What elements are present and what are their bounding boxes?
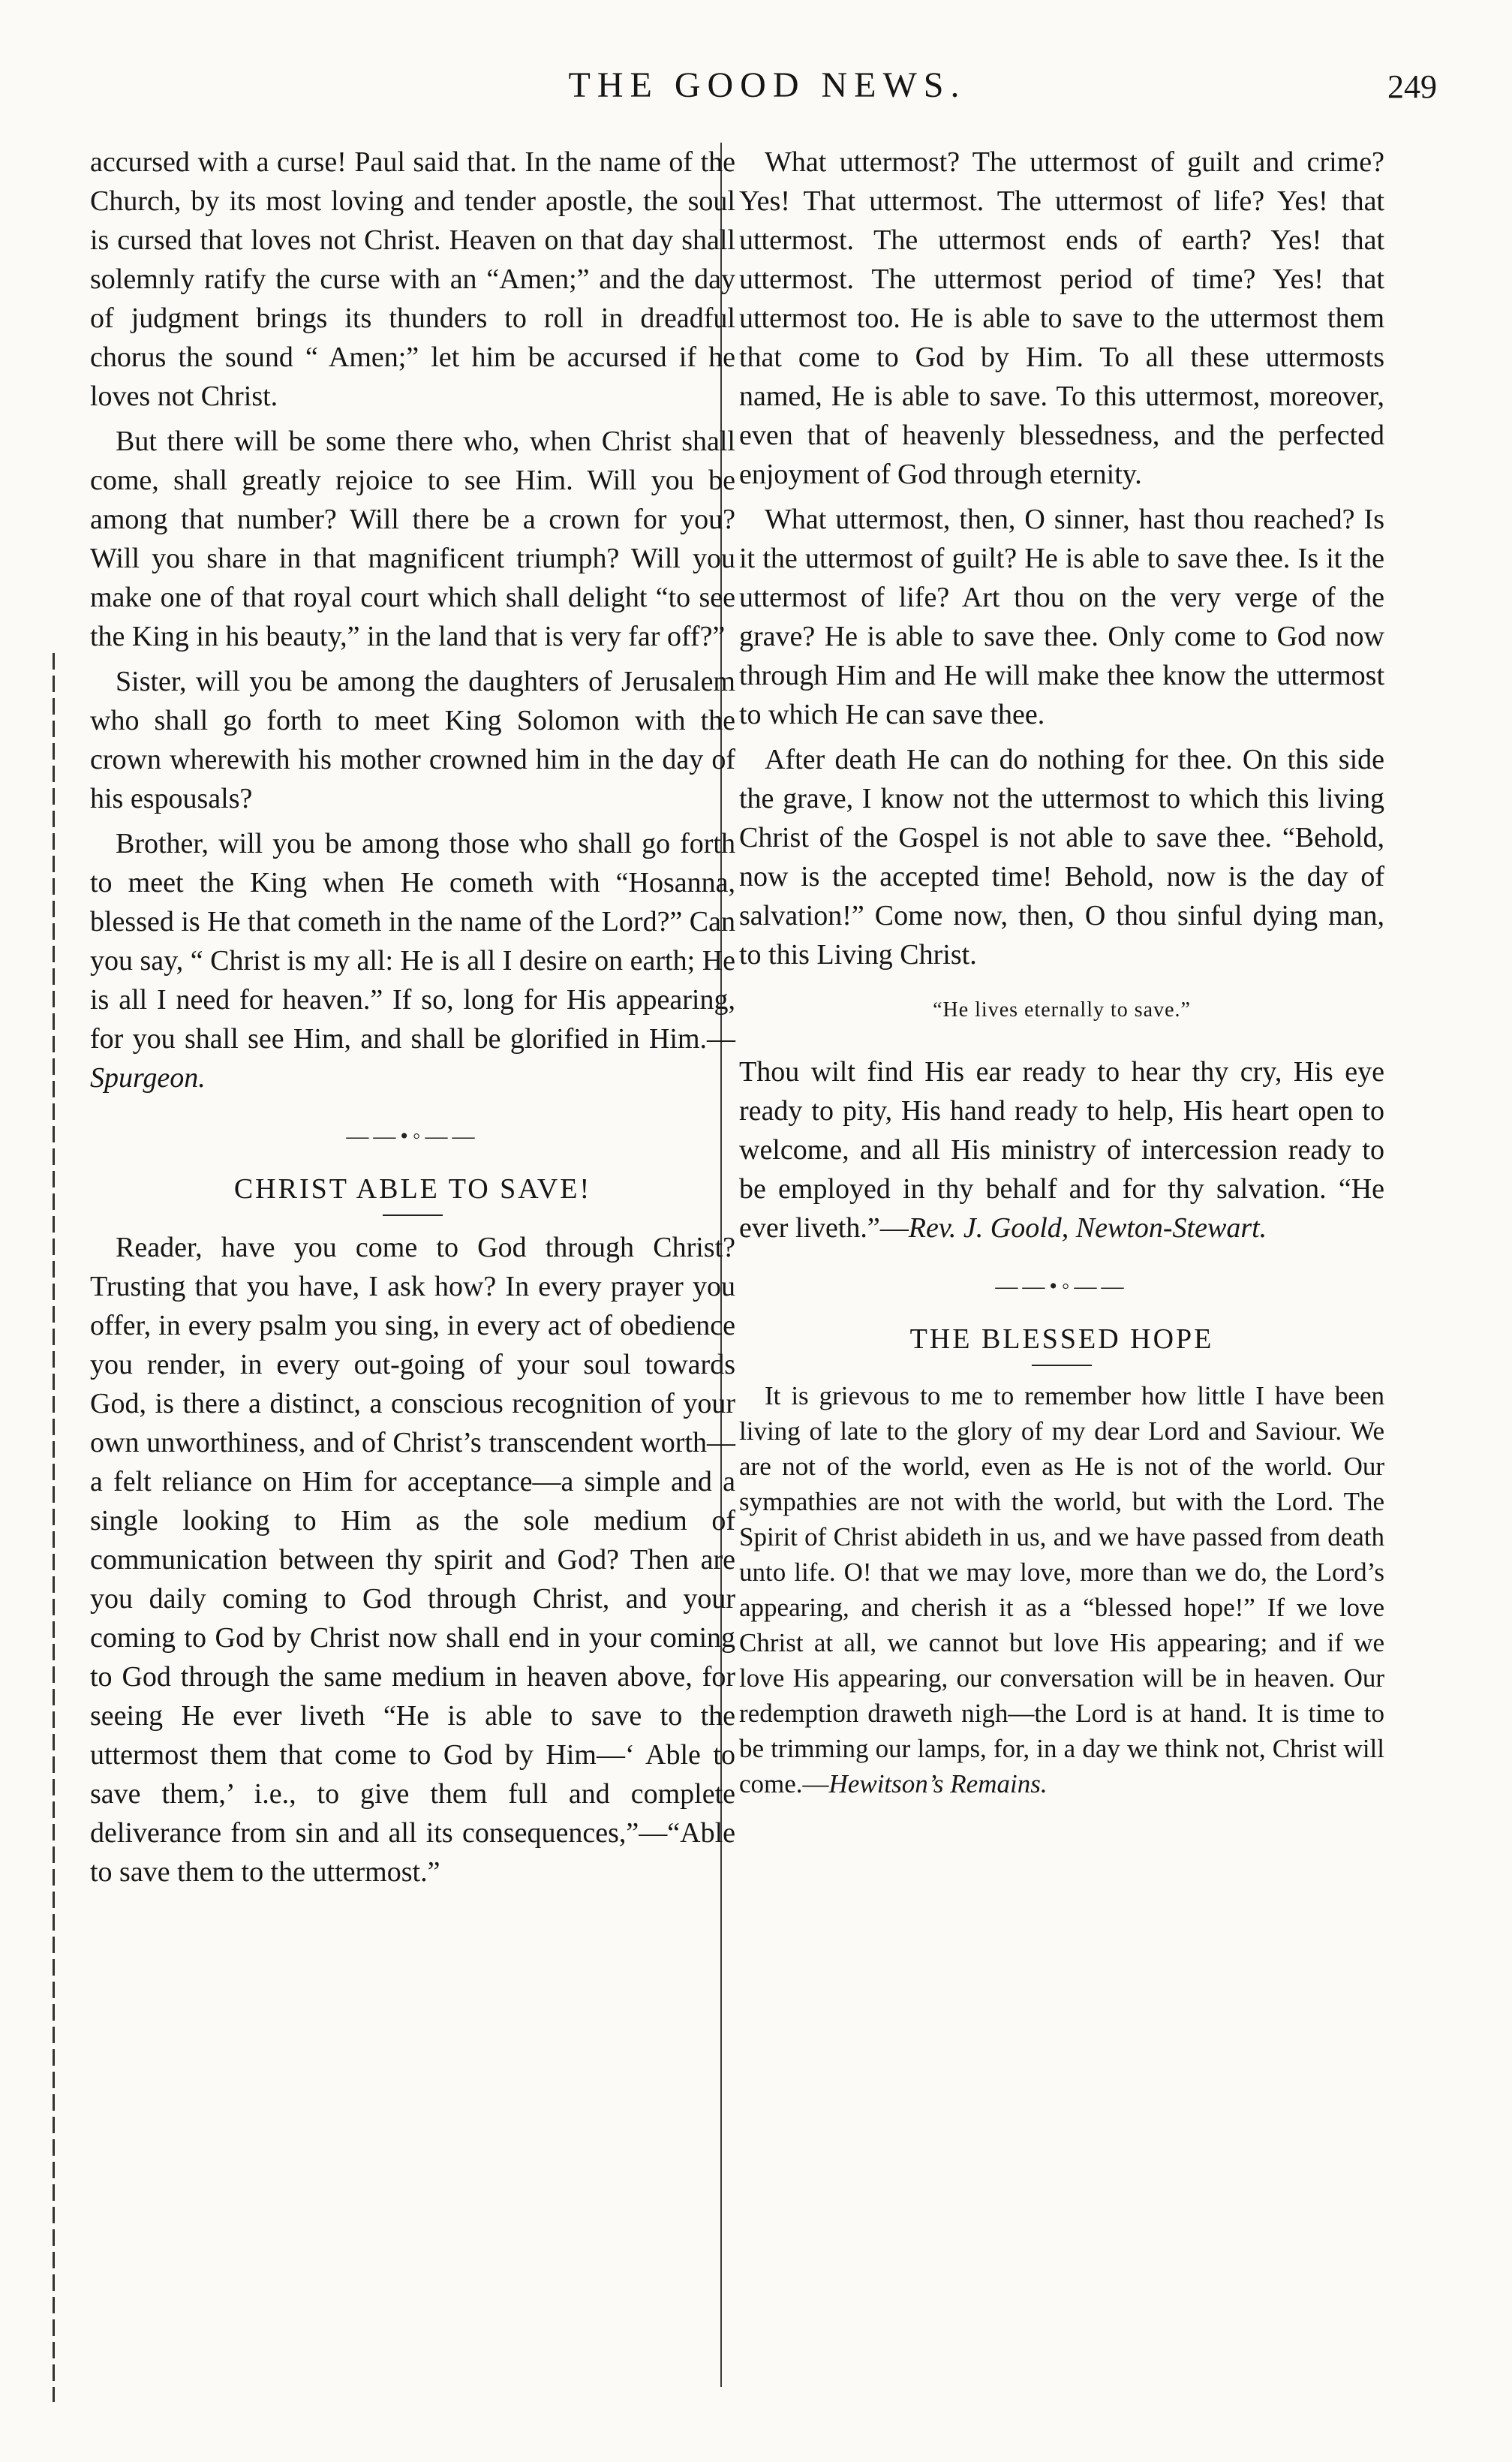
section-heading: CHRIST ABLE TO SAVE! [233,1173,592,1205]
paragraph [739,1052,1384,1248]
paragraph: After death He can do nothing for thee. On this side the grave, I know not the uttermost to which this living Christ of the Gospel is not able to save thee. “Behold, now is the accepted time! Behold, now is the day of salvation!” Come now, then, O thou sinful dying man, to this Living Christ. [739,744,1384,971]
left-column [90,143,735,1898]
heading-rule [1032,1365,1092,1366]
attribution: Spurgeon. [90,1062,206,1094]
paragraph: Reader, have you come to God through Christ? Trusting that you have, I ask how? In every prayer you offer, in every psalm you sing, in every act of obedience you render, in every out-going of your soul towards God, is there a distinct, a conscious recognition of your own unworthiness, and of Christ’s transcendent worth—a felt reliance on Him for acceptance—a simple and a single looking to Him as the sole medium of communication between thy spirit and God? Then are you daily coming to God through Christ, and your coming to God by Christ now shall end in your coming to God through the same medium in heaven above, for seeing He ever liveth “He is able to save to the uttermost them that come to God by Him—‘ Able to save them,’ i.e., to give them full and complete deliverance from sin and all its consequences,”—“Able to save them to the uttermost.” [90,1232,735,1888]
section-heading: THE BLESSED HOPE [909,1323,1214,1355]
attribution: Rev. J. Goold, Newton-Stewart. [908,1212,1267,1244]
paragraph: But there will be some there who, when Christ shall come, shall greatly rejoice to see Him. Will you be among that number? Will there be a crown for you? Will you share in that magnificent triumph? Will you make one of that royal court which shall delight “to see the King in his beauty,” in the land that is very far off?” [90,426,735,652]
paragraph-text: Brother, will you be among those who shall go forth to meet the King when He cometh with “Hosanna, blessed is He that cometh in the name of the Lord?” Can you say, “ Christ is my all: He is all I desire on earth; He is all I need for heaven.” If so, long for His appearing, for you shall see Him, and shall be glorified in Him.— [90,828,736,1055]
section-ornament: ——•◦—— [995,1274,1129,1299]
paragraph [90,824,735,1097]
paragraph-text: Thou wilt find His ear ready to hear thy cry, His eye ready to pity, His hand ready to help, His heart open to welcome, and all His ministry of intercession ready to be employed in thy behalf and for thy salvation. “He ever liveth.”— [739,1056,1384,1244]
page-number: 249 [1387,68,1437,105]
paragraph: accursed with a curse! Paul said that. In the name of the Church, by its most loving and tender apostle, the soul is cursed that loves not Christ. Heaven on that day shall solemnly ratify the curse with an “Amen;” and the day of judgment brings its thunders to roll in dreadful chorus the sound “ Amen;” let him be accursed if he loves not Christ. [90,146,735,412]
paragraph [739,1378,1384,1801]
margin-rule [53,653,55,2402]
paragraph: Sister, will you be among the daughters of Jerusalem who shall go forth to meet King Solomon with the crown wherewith his mother crowned him in the day of his espousals? [90,666,735,814]
paragraph: What uttermost, then, O sinner, hast thou reached? Is it the uttermost of guilt? He is able to save thee. Is it the uttermost of life? Art thou on the very verge of the grave? He is able to save thee. Only come to God now through Him and He will make thee know the uttermost to which He can save thee. [739,504,1384,730]
right-column [739,143,1384,1807]
page-header [68,65,1467,132]
paragraph: What uttermost? The uttermost of guilt and crime? Yes! That uttermost. The uttermost of life? Yes! that uttermost. The uttermost ends of earth? Yes! that uttermost. The uttermost period of time? Yes! that uttermost too. He is able to save to the uttermost them that come to God by Him. To all these uttermosts named, He is able to save. To this uttermost, moreover, even that of heavenly blessedness, and the perfected enjoyment of God through eternity. [739,146,1384,490]
paragraph-text: It is grievous to me to remember how little I have been living of late to the glory of my dear Lord and Saviour. We are not of the world, even as He is not of the world. Our sympathies are not with the world, but with the Lord. The Spirit of Christ abideth in us, and we have passed from death unto life. O! that we may love, more than we do, the Lord’s appearing, and cherish it as a “blessed hope!” If we love Christ at all, we cannot but love His appearing; and if we love His appearing, our conversation will be in heaven. Our redemption draweth nigh—the Lord is at hand. It is time to be trimming our lamps, for, in a day we think not, Christ will come.— [739,1381,1384,1798]
section-ornament: ——•◦—— [346,1124,479,1148]
verse-quote: “He lives eternally to save.” [933,998,1191,1022]
running-title: THE GOOD NEWS. [568,65,966,105]
attribution: Hewitson’s Remains. [828,1769,1048,1798]
heading-rule [383,1214,443,1216]
